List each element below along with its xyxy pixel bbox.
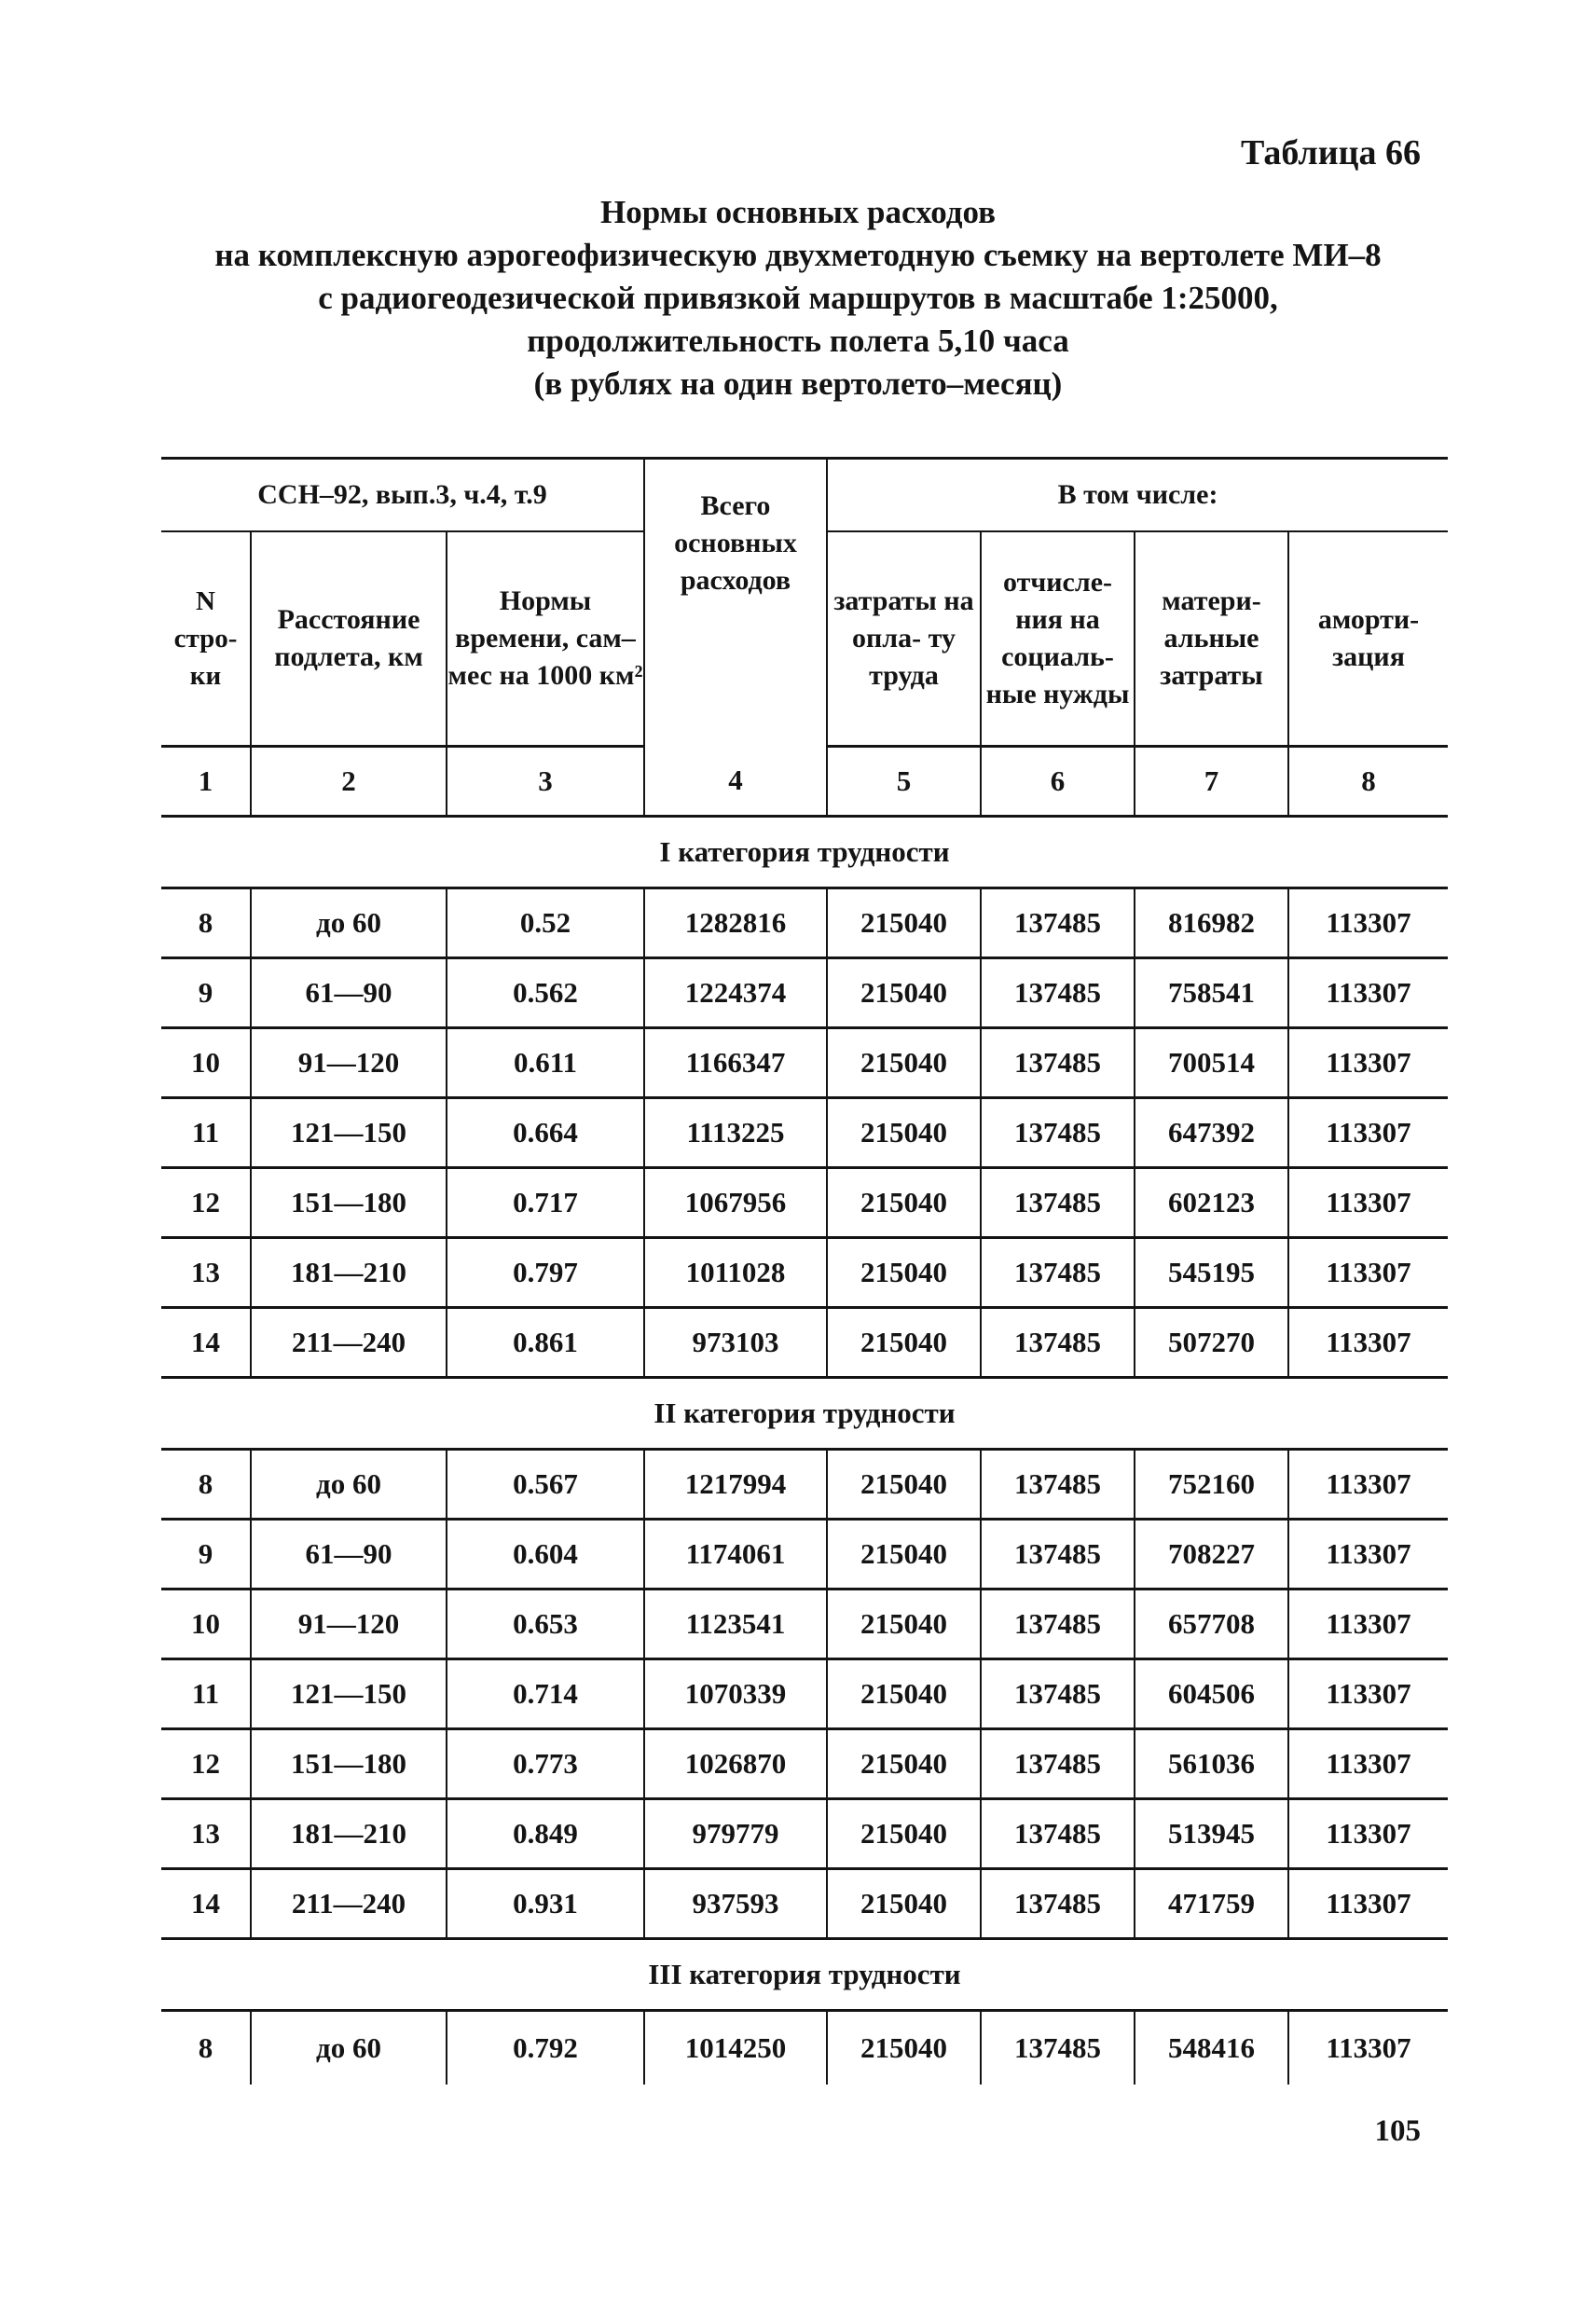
table-row	[161, 1098, 1448, 1168]
col-header-row-number: N стро- ки	[161, 531, 251, 747]
materials-cell: 700514	[1135, 1028, 1288, 1098]
wages-cell: 215040	[827, 1520, 981, 1590]
total-cell: 1217994	[644, 1450, 827, 1520]
time-norm-cell: 0.717	[447, 1168, 644, 1238]
materials-cell: 513945	[1135, 1799, 1288, 1869]
table-row	[161, 1520, 1448, 1590]
depreciation-cell: 113307	[1288, 1238, 1448, 1308]
materials-cell: 816982	[1135, 888, 1288, 958]
category-row	[161, 817, 1448, 888]
distance-cell: 211—240	[251, 1308, 447, 1378]
time-norm-cell: 0.567	[447, 1450, 644, 1520]
depreciation-cell: 113307	[1288, 1659, 1448, 1729]
col-header-distance: Расстояние подлета, км	[251, 531, 447, 747]
title-line: Нормы основных расходов	[600, 194, 996, 230]
table-label: Таблица 66	[1240, 133, 1421, 172]
table-row	[161, 958, 1448, 1028]
depreciation-cell: 113307	[1288, 1168, 1448, 1238]
social-cell: 137485	[981, 1238, 1135, 1308]
column-number: 7	[1135, 747, 1288, 817]
wages-cell: 215040	[827, 1799, 981, 1869]
depreciation-cell: 113307	[1288, 1028, 1448, 1098]
wages-cell: 215040	[827, 1238, 981, 1308]
col-header-time-norms: Нормы времени, сам–мес на 1000 км²	[447, 531, 644, 747]
norms-table	[161, 457, 1448, 2085]
column-number-row	[161, 747, 1448, 817]
title-line: (в рублях на один вертолето–месяц)	[533, 365, 1063, 402]
distance-cell: 121—150	[251, 1098, 447, 1168]
distance-cell: 181—210	[251, 1799, 447, 1869]
materials-cell: 545195	[1135, 1238, 1288, 1308]
materials-cell: 708227	[1135, 1520, 1288, 1590]
row-number-cell: 9	[161, 1520, 251, 1590]
total-cell: 1282816	[644, 888, 827, 958]
wages-cell: 215040	[827, 1450, 981, 1520]
wages-cell: 215040	[827, 1729, 981, 1799]
distance-cell: до 60	[251, 2011, 447, 2085]
row-number-cell: 10	[161, 1590, 251, 1659]
col-header-depreciation: аморти- зация	[1288, 531, 1448, 747]
table-row	[161, 1028, 1448, 1098]
materials-cell: 657708	[1135, 1590, 1288, 1659]
row-number-cell: 12	[161, 1168, 251, 1238]
time-norm-cell: 0.849	[447, 1799, 644, 1869]
depreciation-cell: 113307	[1288, 1098, 1448, 1168]
depreciation-cell: 113307	[1288, 1799, 1448, 1869]
total-cell: 1166347	[644, 1028, 827, 1098]
wages-cell: 215040	[827, 1659, 981, 1729]
social-cell: 137485	[981, 1028, 1135, 1098]
table-row	[161, 1659, 1448, 1729]
total-cell: 1014250	[644, 2011, 827, 2085]
column-number: 1	[161, 747, 251, 817]
row-number-cell: 13	[161, 1238, 251, 1308]
time-norm-cell: 0.611	[447, 1028, 644, 1098]
distance-cell: 91—120	[251, 1590, 447, 1659]
table-row	[161, 2011, 1448, 2085]
distance-cell: 61—90	[251, 1520, 447, 1590]
wages-cell: 215040	[827, 1869, 981, 1939]
social-cell: 137485	[981, 958, 1135, 1028]
social-cell: 137485	[981, 1168, 1135, 1238]
column-number: 5	[827, 747, 981, 817]
depreciation-cell: 113307	[1288, 888, 1448, 958]
distance-cell: 211—240	[251, 1869, 447, 1939]
table-title	[140, 191, 1456, 406]
wages-cell: 215040	[827, 888, 981, 958]
source-header: ССН–92, вып.3, ч.4, т.9	[161, 459, 644, 532]
total-cell: 1174061	[644, 1520, 827, 1590]
total-cell: 979779	[644, 1799, 827, 1869]
social-cell: 137485	[981, 1799, 1135, 1869]
wages-cell: 215040	[827, 2011, 981, 2085]
table-row	[161, 1590, 1448, 1659]
time-norm-cell: 0.653	[447, 1590, 644, 1659]
materials-cell: 752160	[1135, 1450, 1288, 1520]
including-header: В том числе:	[827, 459, 1448, 532]
depreciation-cell: 113307	[1288, 1729, 1448, 1799]
time-norm-cell: 0.931	[447, 1869, 644, 1939]
table-row	[161, 1308, 1448, 1378]
depreciation-cell: 113307	[1288, 1869, 1448, 1939]
row-number-cell: 10	[161, 1028, 251, 1098]
row-number-cell: 11	[161, 1659, 251, 1729]
wages-cell: 215040	[827, 958, 981, 1028]
category-label: I категория трудности	[161, 817, 1448, 888]
row-number-cell: 9	[161, 958, 251, 1028]
header-row-top	[161, 459, 1448, 532]
col-header-wages: затраты на опла- ту труда	[827, 531, 981, 747]
title-line: с радиогеодезической привязкой маршрутов в масштабе 1:25000,	[318, 280, 1278, 316]
distance-cell: до 60	[251, 888, 447, 958]
depreciation-cell: 113307	[1288, 1450, 1448, 1520]
wages-cell: 215040	[827, 1308, 981, 1378]
distance-cell: до 60	[251, 1450, 447, 1520]
time-norm-cell: 0.52	[447, 888, 644, 958]
distance-cell: 121—150	[251, 1659, 447, 1729]
column-number: 4	[644, 747, 827, 817]
social-cell: 137485	[981, 1659, 1135, 1729]
time-norm-cell: 0.604	[447, 1520, 644, 1590]
total-header: Всего основных расходов	[644, 459, 827, 747]
category-label: III категория трудности	[161, 1939, 1448, 2011]
depreciation-cell: 113307	[1288, 958, 1448, 1028]
row-number-cell: 12	[161, 1729, 251, 1799]
table-body	[161, 817, 1448, 2085]
materials-cell: 548416	[1135, 2011, 1288, 2085]
social-cell: 137485	[981, 1869, 1135, 1939]
title-line: на комплексную аэрогеофизическую двухметодную съемку на вертолете МИ–8	[214, 237, 1382, 273]
page-number: 105	[1374, 2114, 1421, 2148]
row-number-cell: 8	[161, 1450, 251, 1520]
depreciation-cell: 113307	[1288, 2011, 1448, 2085]
social-cell: 137485	[981, 1590, 1135, 1659]
table-row	[161, 1729, 1448, 1799]
total-cell: 1070339	[644, 1659, 827, 1729]
materials-cell: 604506	[1135, 1659, 1288, 1729]
row-number-cell: 11	[161, 1098, 251, 1168]
column-number: 2	[251, 747, 447, 817]
social-cell: 137485	[981, 1729, 1135, 1799]
distance-cell: 151—180	[251, 1168, 447, 1238]
materials-cell: 561036	[1135, 1729, 1288, 1799]
wages-cell: 215040	[827, 1098, 981, 1168]
distance-cell: 151—180	[251, 1729, 447, 1799]
total-cell: 1113225	[644, 1098, 827, 1168]
row-number-cell: 14	[161, 1869, 251, 1939]
distance-cell: 61—90	[251, 958, 447, 1028]
wages-cell: 215040	[827, 1028, 981, 1098]
social-cell: 137485	[981, 1450, 1135, 1520]
row-number-cell: 14	[161, 1308, 251, 1378]
depreciation-cell: 113307	[1288, 1308, 1448, 1378]
col-header-materials: матери- альные затраты	[1135, 531, 1288, 747]
table-row	[161, 1238, 1448, 1308]
time-norm-cell: 0.773	[447, 1729, 644, 1799]
depreciation-cell: 113307	[1288, 1520, 1448, 1590]
table-row	[161, 1450, 1448, 1520]
distance-cell: 91—120	[251, 1028, 447, 1098]
title-line: продолжительность полета 5,10 часа	[527, 323, 1069, 359]
total-cell: 1026870	[644, 1729, 827, 1799]
category-row	[161, 1939, 1448, 2011]
materials-cell: 602123	[1135, 1168, 1288, 1238]
table-row	[161, 1799, 1448, 1869]
total-cell: 1123541	[644, 1590, 827, 1659]
depreciation-cell: 113307	[1288, 1590, 1448, 1659]
category-row	[161, 1378, 1448, 1450]
total-cell: 973103	[644, 1308, 827, 1378]
time-norm-cell: 0.861	[447, 1308, 644, 1378]
time-norm-cell: 0.562	[447, 958, 644, 1028]
table-row	[161, 1869, 1448, 1939]
col-header-social: отчисле- ния на социаль- ные нужды	[981, 531, 1135, 747]
social-cell: 137485	[981, 888, 1135, 958]
distance-cell: 181—210	[251, 1238, 447, 1308]
row-number-cell: 8	[161, 888, 251, 958]
category-label: II категория трудности	[161, 1378, 1448, 1450]
row-number-cell: 13	[161, 1799, 251, 1869]
table-row	[161, 888, 1448, 958]
total-cell: 1067956	[644, 1168, 827, 1238]
social-cell: 137485	[981, 1098, 1135, 1168]
materials-cell: 471759	[1135, 1869, 1288, 1939]
total-cell: 1224374	[644, 958, 827, 1028]
social-cell: 137485	[981, 1520, 1135, 1590]
row-number-cell: 8	[161, 2011, 251, 2085]
column-number: 3	[447, 747, 644, 817]
social-cell: 137485	[981, 2011, 1135, 2085]
time-norm-cell: 0.714	[447, 1659, 644, 1729]
time-norm-cell: 0.664	[447, 1098, 644, 1168]
wages-cell: 215040	[827, 1168, 981, 1238]
materials-cell: 507270	[1135, 1308, 1288, 1378]
materials-cell: 758541	[1135, 958, 1288, 1028]
column-number: 8	[1288, 747, 1448, 817]
table-row	[161, 1168, 1448, 1238]
column-number: 6	[981, 747, 1135, 817]
total-cell: 1011028	[644, 1238, 827, 1308]
wages-cell: 215040	[827, 1590, 981, 1659]
social-cell: 137485	[981, 1308, 1135, 1378]
time-norm-cell: 0.797	[447, 1238, 644, 1308]
time-norm-cell: 0.792	[447, 2011, 644, 2085]
total-cell: 937593	[644, 1869, 827, 1939]
materials-cell: 647392	[1135, 1098, 1288, 1168]
